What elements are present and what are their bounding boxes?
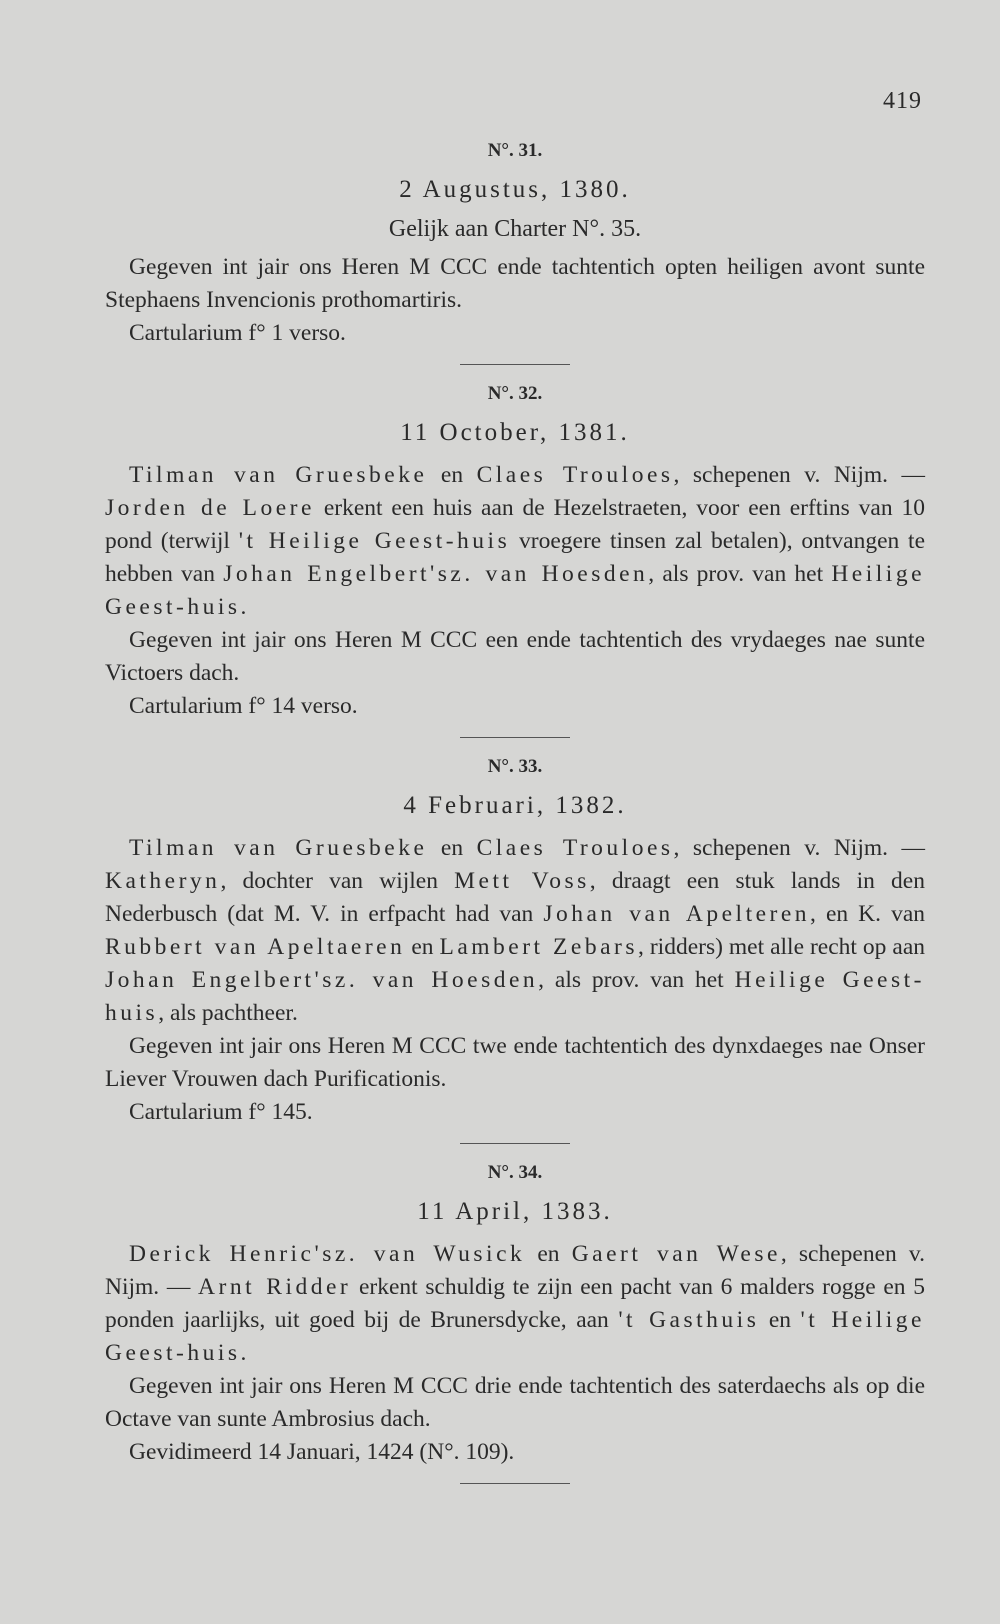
- entry-number: N°. 31.: [487, 140, 543, 161]
- person-name: Katheryn: [105, 868, 221, 894]
- entry-source: Cartularium f° 14 verso.: [129, 693, 358, 719]
- section-divider: [460, 1483, 570, 1484]
- person-name: Lambert Zebars: [439, 934, 638, 960]
- body-text: en: [427, 835, 477, 861]
- body-text: , als prov. van het: [648, 561, 832, 587]
- entry-34: [105, 1162, 925, 1469]
- person-name: Johan van Apelteren: [543, 901, 811, 927]
- person-name: Johan Engelbert'sz. van Hoesden: [105, 967, 539, 993]
- person-name: Johan Engelbert'sz. van Hoesden: [223, 561, 649, 587]
- entry-body: [105, 832, 925, 1030]
- institution-name: 't Heilige Geest-huis: [105, 1307, 925, 1366]
- body-text: , als pachtheer.: [158, 1000, 298, 1026]
- person-name: Tilman van Gruesbeke: [129, 462, 428, 488]
- entry-given-text: Gegeven int jair ons Heren M CCC twe ende tachtentich des dynxdaeges nae Onser Liever Vrouwen dach Purificationis.: [105, 1033, 925, 1092]
- body-text: erkent schuldig te zijn een pacht van 6 malders rogge en 5 ponden jaarlijks, uit goed bij de Brunersdycke, aan: [105, 1274, 925, 1333]
- body-text: .: [240, 594, 247, 620]
- body-text: en: [759, 1307, 801, 1333]
- body-text: en: [525, 1241, 572, 1267]
- entry-32: [105, 383, 925, 723]
- body-text: , en K. van: [810, 901, 925, 927]
- body-text: , schepenen v. Nijm. —: [673, 835, 925, 861]
- person-name: Derick Henric'sz. van Wusick: [129, 1241, 526, 1267]
- entry-given-text: Gegeven int jair ons Heren M CCC drie ende tachtentich des saterdaechs als op die Octave van sunte Ambrosius dach.: [105, 1373, 925, 1432]
- entry-source: Gevidimeerd 14 Januari, 1424 (N°. 109).: [129, 1439, 515, 1465]
- person-name: Claes Trouloes: [476, 835, 674, 861]
- person-name: Gaert van Wese: [571, 1241, 781, 1267]
- entry-source: Cartularium f° 1 verso.: [129, 320, 346, 346]
- body-text: , draagt een stuk lands in den Nederbusch (dat M. V. in erfpacht had van: [105, 868, 925, 927]
- entry-date: 2 Augustus, 1380.: [399, 176, 631, 203]
- entry-date: 11 October, 1381.: [400, 419, 630, 446]
- body-text: .: [240, 1340, 247, 1366]
- entry-33: [105, 756, 925, 1129]
- page-content: [105, 140, 925, 1502]
- section-divider: [460, 737, 570, 738]
- person-name: Rubbert van Apeltaeren: [105, 934, 406, 960]
- body-text: , ridders) met alle recht op aan: [638, 934, 925, 960]
- body-text: , schepenen v. Nijm. —: [673, 462, 925, 488]
- entry-date: 11 April, 1383.: [417, 1198, 613, 1225]
- person-name: Jorden de Loere: [105, 495, 315, 521]
- body-text: , schepenen v. Nijm. —: [105, 1241, 925, 1300]
- entry-31: [105, 140, 925, 350]
- person-name: Mett Voss: [454, 868, 590, 894]
- entry-number: N°. 34.: [487, 1162, 543, 1183]
- person-name: Claes Trouloes: [476, 462, 674, 488]
- body-text: , dochter van wijlen: [220, 868, 455, 894]
- body-text: vroegere tinsen zal betalen), ontvangen te hebben van: [105, 528, 926, 587]
- page-number: 419: [883, 88, 922, 114]
- entry-charter-reference: Gelijk aan Charter N°. 35.: [388, 216, 642, 242]
- institution-name: 't Heilige Geest-huis: [238, 528, 511, 554]
- body-text: , als prov. van het: [538, 967, 735, 993]
- person-name: Arnt Ridder: [198, 1274, 352, 1300]
- entry-number: N°. 33.: [487, 756, 543, 777]
- entry-source: Cartularium f° 145.: [129, 1099, 313, 1125]
- institution-name: Heilige Geest-huis: [105, 967, 925, 1026]
- entry-number: N°. 32.: [487, 383, 543, 404]
- section-divider: [460, 1143, 570, 1144]
- body-text: en: [427, 462, 477, 488]
- institution-name: 't Gasthuis: [618, 1307, 760, 1333]
- entry-given-text: Gegeven int jair ons Heren M CCC een ende tachtentich des vrydaeges nae sunte Victoers dach.: [105, 627, 925, 686]
- entry-given-text: Gegeven int jair ons Heren M CCC ende tachtentich opten heiligen avont sunte Stephaens Invencionis prothomartiris.: [105, 254, 925, 313]
- entry-body: [105, 459, 925, 624]
- institution-name: Heilige Geest-huis: [105, 561, 925, 620]
- body-text: en: [405, 934, 440, 960]
- entry-body: [105, 1238, 925, 1370]
- person-name: Tilman van Gruesbeke: [129, 835, 428, 861]
- body-text: erkent een huis aan de Hezelstraeten, voor een erftins van 10 pond (terwijl: [105, 495, 925, 554]
- entry-date: 4 Februari, 1382.: [403, 792, 627, 819]
- section-divider: [460, 364, 570, 365]
